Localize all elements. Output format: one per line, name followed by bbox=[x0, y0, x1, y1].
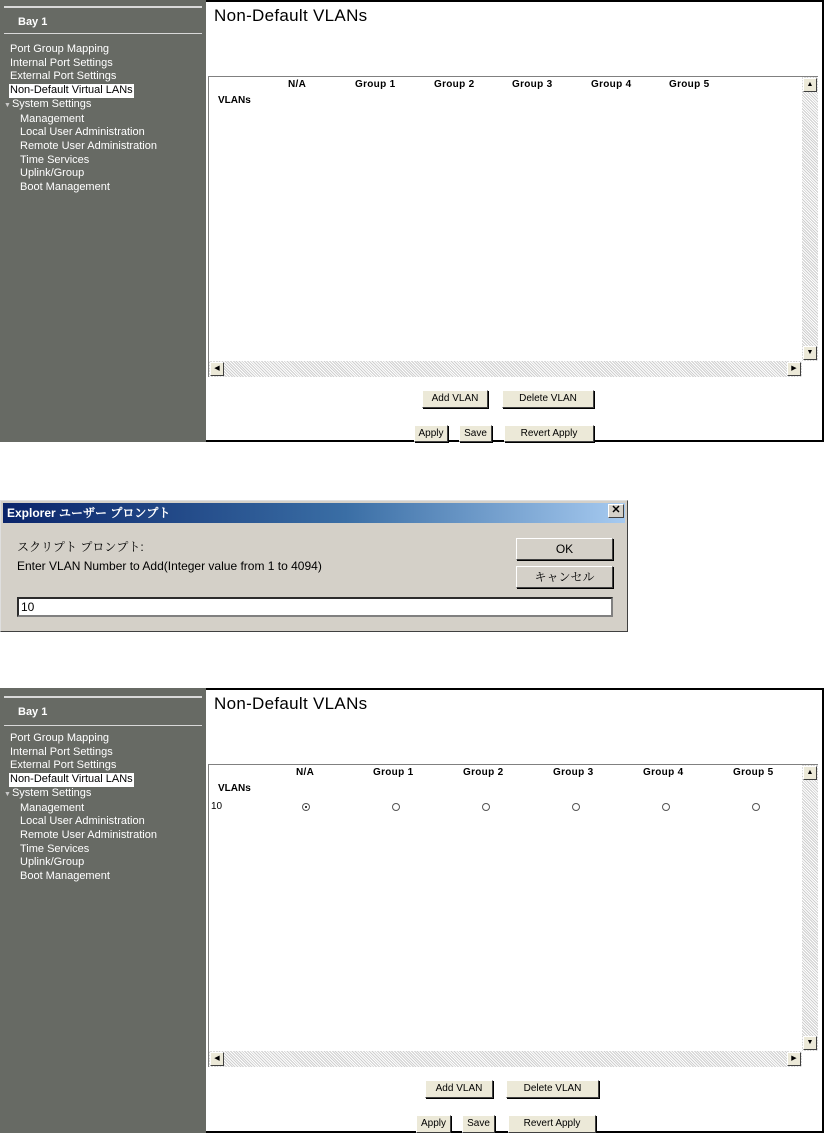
vertical-scrollbar[interactable] bbox=[802, 77, 818, 361]
horizontal-scrollbar[interactable] bbox=[209, 1051, 802, 1067]
close-icon[interactable]: ✕ bbox=[608, 504, 624, 518]
scroll-left-icon[interactable]: ◀ bbox=[210, 1052, 224, 1066]
vlan-10-group-3-radio[interactable] bbox=[572, 803, 580, 811]
sidebar-item-label: System Settings bbox=[11, 786, 92, 799]
column-header-group-5: Group 5 bbox=[669, 79, 710, 90]
vlan-grid-body bbox=[209, 77, 801, 360]
main-content bbox=[206, 0, 824, 442]
sidebar-item-remote-user-administration[interactable]: Remote User Administration bbox=[20, 828, 157, 841]
expand-caret-icon[interactable]: ▼ bbox=[4, 101, 11, 109]
sidebar-item-remote-user-administration[interactable]: Remote User Administration bbox=[20, 139, 157, 152]
vlan-10-group-1-radio[interactable] bbox=[392, 803, 400, 811]
column-header-group-3: Group 3 bbox=[512, 79, 553, 90]
sidebar-item-non-default-vlans[interactable]: Non-Default Virtual LANs bbox=[10, 84, 133, 97]
vlan-10-na-radio[interactable] bbox=[302, 803, 310, 811]
vlan-grid bbox=[208, 764, 818, 1067]
save-button[interactable]: Save bbox=[459, 425, 492, 442]
sidebar-item-uplink-group[interactable]: Uplink/Group bbox=[20, 167, 85, 180]
dialog-message: Enter VLAN Number to Add(Integer value from 1 to 4094) bbox=[17, 559, 322, 573]
sidebar-item-internal-port-settings[interactable]: Internal Port Settings bbox=[10, 56, 113, 69]
sidebar-item-local-user-administration[interactable]: Local User Administration bbox=[20, 815, 145, 828]
vlan-10-group-5-radio[interactable] bbox=[752, 803, 760, 811]
dialog-prompt-label: スクリプト プロンプト: bbox=[17, 540, 144, 554]
column-header-group-2: Group 2 bbox=[434, 79, 475, 90]
sidebar-item-boot-management[interactable]: Boot Management bbox=[20, 181, 110, 194]
column-header-group-4: Group 4 bbox=[643, 767, 684, 778]
column-header-group-1: Group 1 bbox=[373, 767, 414, 778]
sidebar-item-time-services[interactable]: Time Services bbox=[20, 842, 90, 855]
bay-header: Bay 1 bbox=[4, 698, 202, 726]
horizontal-scrollbar[interactable] bbox=[209, 361, 802, 377]
row-header-vlans: VLANs bbox=[218, 783, 251, 794]
sidebar-item-external-port-settings[interactable]: External Port Settings bbox=[10, 70, 117, 83]
revert-apply-button[interactable]: Revert Apply bbox=[504, 425, 594, 442]
sidebar-item-port-group-mapping[interactable]: Port Group Mapping bbox=[10, 43, 110, 55]
sidebar bbox=[0, 688, 208, 1133]
scroll-up-icon[interactable]: ▲ bbox=[803, 78, 817, 92]
expand-caret-icon[interactable]: ▼ bbox=[4, 790, 11, 798]
sidebar-item-time-services[interactable]: Time Services bbox=[20, 153, 90, 166]
sidebar-item-label: System Settings bbox=[11, 97, 92, 110]
apply-button[interactable]: Apply bbox=[414, 425, 448, 442]
sidebar-item-external-port-settings[interactable]: External Port Settings bbox=[10, 759, 117, 772]
vlan-screen-before bbox=[0, 0, 824, 442]
add-vlan-button[interactable]: Add VLAN bbox=[422, 390, 488, 408]
vertical-scrollbar[interactable] bbox=[802, 765, 818, 1051]
scroll-left-icon[interactable]: ◀ bbox=[210, 362, 224, 376]
delete-vlan-button[interactable]: Delete VLAN bbox=[506, 1080, 599, 1098]
delete-vlan-button[interactable]: Delete VLAN bbox=[502, 390, 594, 408]
sidebar-nav bbox=[4, 43, 157, 195]
vlan-screen-after bbox=[0, 688, 824, 1133]
bay-header: Bay 1 bbox=[4, 8, 202, 34]
vlan-10-group-2-radio[interactable] bbox=[482, 803, 490, 811]
apply-button[interactable]: Apply bbox=[416, 1115, 451, 1133]
cancel-button[interactable]: キャンセル bbox=[516, 566, 613, 588]
scroll-right-icon[interactable]: ▶ bbox=[787, 362, 801, 376]
sidebar-item-port-group-mapping[interactable]: Port Group Mapping bbox=[10, 732, 110, 744]
scroll-right-icon[interactable]: ▶ bbox=[787, 1052, 801, 1066]
sidebar-item-uplink-group[interactable]: Uplink/Group bbox=[20, 856, 85, 869]
sidebar-item-management[interactable]: Management bbox=[20, 801, 85, 814]
ok-button[interactable]: OK bbox=[516, 538, 613, 560]
sidebar-item-local-user-administration[interactable]: Local User Administration bbox=[20, 126, 145, 139]
vlan-row-label: 10 bbox=[211, 801, 223, 812]
sidebar-nav bbox=[4, 732, 157, 884]
vlan-10-group-4-radio[interactable] bbox=[662, 803, 670, 811]
column-header-group-3: Group 3 bbox=[553, 767, 594, 778]
prompt-dialog bbox=[0, 500, 628, 632]
sidebar-item-management[interactable]: Management bbox=[20, 112, 85, 125]
revert-apply-button[interactable]: Revert Apply bbox=[508, 1115, 596, 1133]
vlan-grid bbox=[208, 76, 818, 377]
sidebar-item-internal-port-settings[interactable]: Internal Port Settings bbox=[10, 745, 113, 758]
scroll-down-icon[interactable]: ▼ bbox=[803, 1036, 817, 1050]
vlan-grid-body bbox=[209, 765, 801, 1050]
sidebar-item-boot-management[interactable]: Boot Management bbox=[20, 870, 110, 883]
sidebar-item-system-settings[interactable] bbox=[4, 97, 157, 113]
sidebar bbox=[0, 0, 208, 442]
page-title: Non-Default VLANs bbox=[214, 694, 368, 713]
scroll-up-icon[interactable]: ▲ bbox=[803, 766, 817, 780]
column-header-na: N/A bbox=[288, 79, 307, 90]
sidebar-item-non-default-vlans[interactable]: Non-Default Virtual LANs bbox=[10, 773, 133, 786]
column-header-group-2: Group 2 bbox=[463, 767, 504, 778]
scroll-down-icon[interactable]: ▼ bbox=[803, 346, 817, 360]
sidebar-item-system-settings[interactable] bbox=[4, 786, 157, 802]
column-header-group-5: Group 5 bbox=[733, 767, 774, 778]
save-button[interactable]: Save bbox=[462, 1115, 495, 1133]
vlan-number-input[interactable] bbox=[17, 597, 613, 617]
dialog-title-bar: Explorer ユーザー プロンプト bbox=[3, 503, 625, 523]
column-header-group-1: Group 1 bbox=[355, 79, 396, 90]
row-header-vlans: VLANs bbox=[218, 95, 251, 106]
page-title: Non-Default VLANs bbox=[214, 6, 368, 25]
column-header-na: N/A bbox=[296, 767, 315, 778]
add-vlan-button[interactable]: Add VLAN bbox=[425, 1080, 493, 1098]
column-header-group-4: Group 4 bbox=[591, 79, 632, 90]
main-content bbox=[206, 688, 824, 1133]
